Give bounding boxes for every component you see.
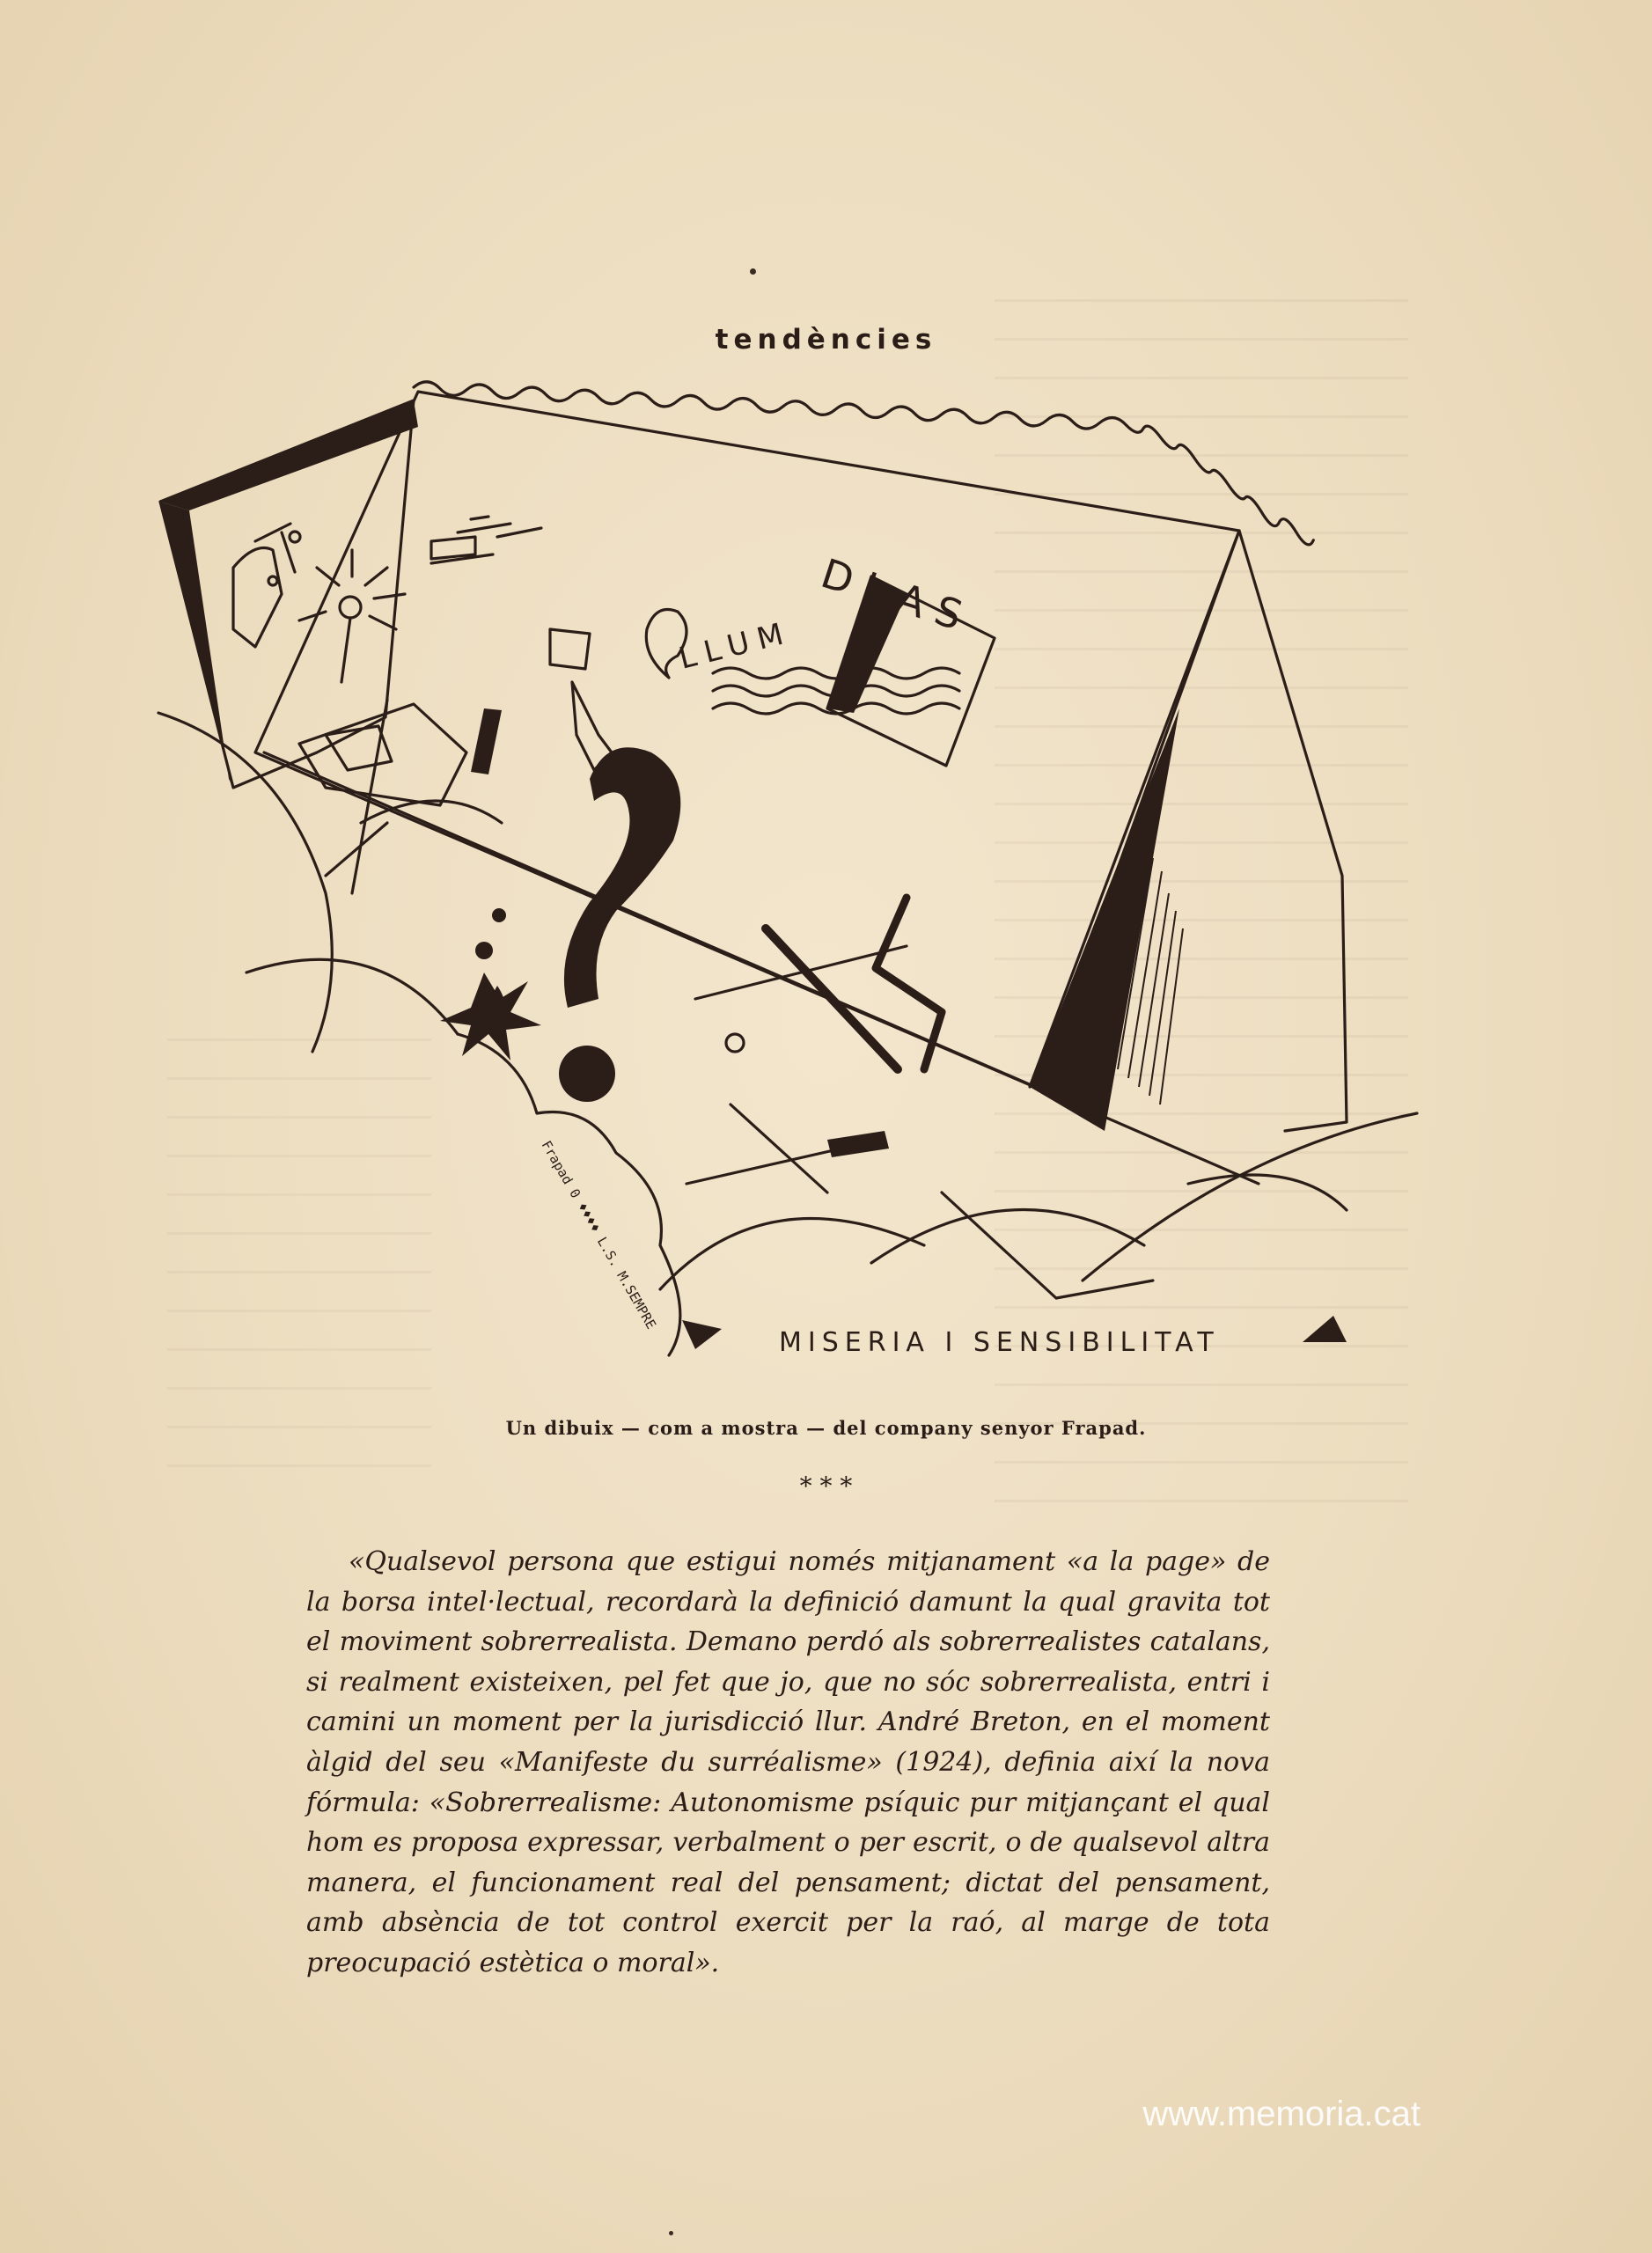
cross-mark xyxy=(731,1104,827,1193)
figure-caption: Un dibuix — com a mostra — del company senyor Frapad. xyxy=(505,1417,1147,1439)
wavy-lines xyxy=(713,668,959,679)
drawing-word-dlas: DLAS xyxy=(815,549,980,643)
ink-spot xyxy=(750,268,756,275)
right-arrow xyxy=(1303,1316,1347,1342)
drawing-bottom-text: MISERIA I SENSIBILITAT xyxy=(779,1327,1220,1358)
note-card xyxy=(550,629,590,669)
question-body xyxy=(564,747,680,1008)
left-sheet-band xyxy=(160,400,418,510)
right-fold xyxy=(1030,531,1239,1087)
dark-bar xyxy=(471,708,502,774)
ground-arc xyxy=(1083,1113,1417,1281)
watermark: www.memoria.cat xyxy=(1142,2095,1421,2133)
step-mark xyxy=(431,517,541,563)
ground-arc xyxy=(1188,1175,1347,1210)
right-flap xyxy=(1239,531,1347,1131)
ground-arc xyxy=(942,1193,1153,1298)
lightbulb-stem xyxy=(341,618,350,682)
question-dot xyxy=(559,1046,615,1102)
ink-drop xyxy=(492,908,506,922)
ink-drop xyxy=(475,942,493,959)
drawing-signature: Frapad 0 ♦♦♦♦ L.S. M.SEMPRE xyxy=(538,1138,660,1332)
bolt-mark xyxy=(876,898,942,1069)
drawing-word-llum: LLUM xyxy=(675,614,796,677)
cloud-arc xyxy=(246,959,458,1034)
lightbulb xyxy=(340,597,361,618)
small-bar xyxy=(827,1131,889,1157)
key-sketch xyxy=(233,524,295,647)
right-dark-wedge xyxy=(1030,708,1179,1131)
ink-spot xyxy=(669,2231,673,2235)
asterism-divider: * * * xyxy=(799,1471,853,1501)
body-paragraph: «Qualsevol persona que estigui només mitjanament «a la page» de la borsa intel·lectual, recordarà la definició damunt la qual gravita tot el moviment sobrerrealista. Demano perdó als sobrerrealistes catalans, si realment existeixen, pel fet que jo, que no sóc sobrerrealista, entri i camini un moment per la jurisdicció llur. André Breton, en el moment àlgid del seu «Manifeste du surréalisme» (1924), definia així la nova fórmula: «Sobrerrealisme: Autonomisme psíquic pur mitjançant el qual hom es proposa expressar, verbalment o per escrit, o de qualsevol altra manera, el funcionament real del pensament; dictat del pensament, amb absència de tot control exercit per la raó, al marge de tota preocupació estètica o moral». xyxy=(306,1546,1270,1978)
cloud-arc xyxy=(158,713,332,1052)
surrealist-drawing xyxy=(150,365,1435,1377)
small-circle xyxy=(726,1034,744,1052)
left-arrow xyxy=(682,1320,722,1349)
cross-mark xyxy=(766,928,898,1069)
section-title: tendències xyxy=(715,324,937,356)
